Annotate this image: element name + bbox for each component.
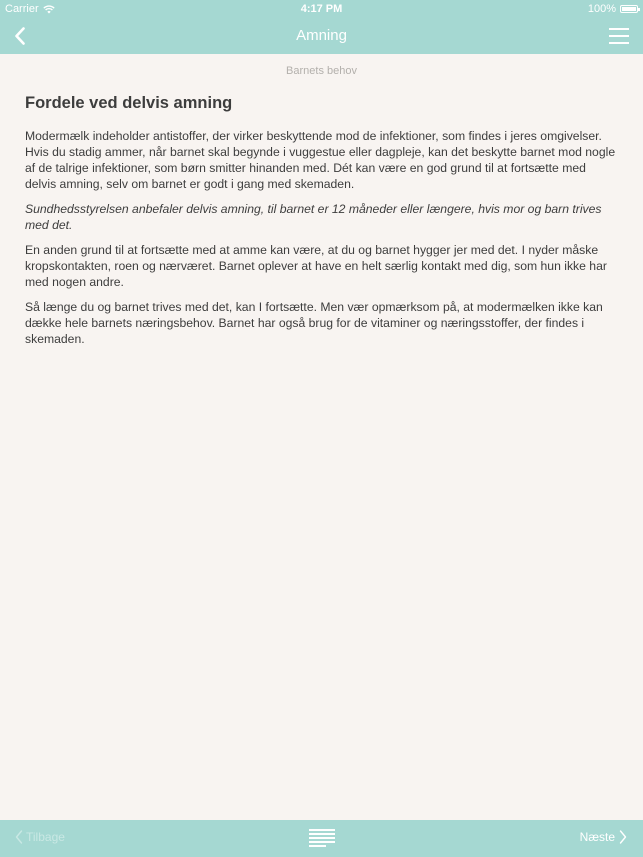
article-heading: Fordele ved delvis amning <box>25 94 233 112</box>
battery-indicator <box>588 3 638 15</box>
previous-page-label: Tilbage <box>26 830 65 844</box>
table-of-contents-icon-line <box>309 833 335 835</box>
status-time: 4:17 PM <box>300 3 343 15</box>
article-paragraph: Så længe du og barnet trives med det, kan I fortsætte. Men vær opmærksom på, at modermælken ikke kan dække hele barnets næringsbehov. Barnet har også brug for de vitaminer og næringsstoffer, der findes i skemaden. <box>25 300 603 346</box>
navigation-bar <box>0 18 643 54</box>
table-of-contents-icon-line <box>309 837 335 839</box>
battery-level-fill <box>622 7 636 11</box>
article-paragraph: En anden grund til at fortsætte med at amme kan være, at du og barnet hygger jer med det. I nyder måske kropskontakten, roen og nærværet. Barnet oplever at have en helt særlig kontakt med dig, som hun ikke har med nogen andre. <box>25 243 607 289</box>
article <box>25 94 620 356</box>
battery-percent: 100% <box>587 3 616 15</box>
previous-page-button[interactable] <box>15 830 65 844</box>
content-area[interactable] <box>0 54 643 820</box>
chevron-right-icon <box>619 830 627 844</box>
carrier-label: Carrier <box>5 3 39 15</box>
table-of-contents-icon-line <box>309 845 326 847</box>
table-of-contents-button[interactable] <box>309 829 335 847</box>
hamburger-menu-icon-line <box>609 35 629 37</box>
hamburger-menu-icon-line <box>609 28 629 30</box>
article-paragraph: Modermælk indeholder antistoffer, der virker beskyttende mod de infektioner, som findes i jeres omgivelser. Hvis du stadig ammer, når barnet skal begynde i vuggestue eller dagpleje, kan det beskytte barnet mod nogle af de talrige infektioner, som børn smitter hinanden med. Dét kan være en god grund til at fortsætte med delvis amning, selv om barnet er godt i gang med skemaden. <box>25 129 616 191</box>
bottom-toolbar <box>0 820 643 857</box>
table-of-contents-icon-line <box>309 829 335 831</box>
chevron-left-icon <box>14 27 26 45</box>
article-recommendation: Sundhedsstyrelsen anbefaler delvis amning, til barnet er 12 måneder eller længere, hvis mor og barn trives med det. <box>25 202 602 232</box>
menu-button[interactable] <box>609 26 629 46</box>
table-of-contents-icon-line <box>309 841 335 843</box>
hamburger-menu-icon-line <box>609 42 629 44</box>
battery-icon <box>620 5 638 13</box>
chevron-left-icon <box>15 830 23 844</box>
next-page-button[interactable] <box>580 830 627 844</box>
back-button[interactable] <box>8 24 32 48</box>
next-page-label: Næste <box>579 830 615 844</box>
page-title: Amning <box>296 27 347 44</box>
status-bar <box>0 0 643 18</box>
section-label: Barnets behov <box>286 65 357 77</box>
